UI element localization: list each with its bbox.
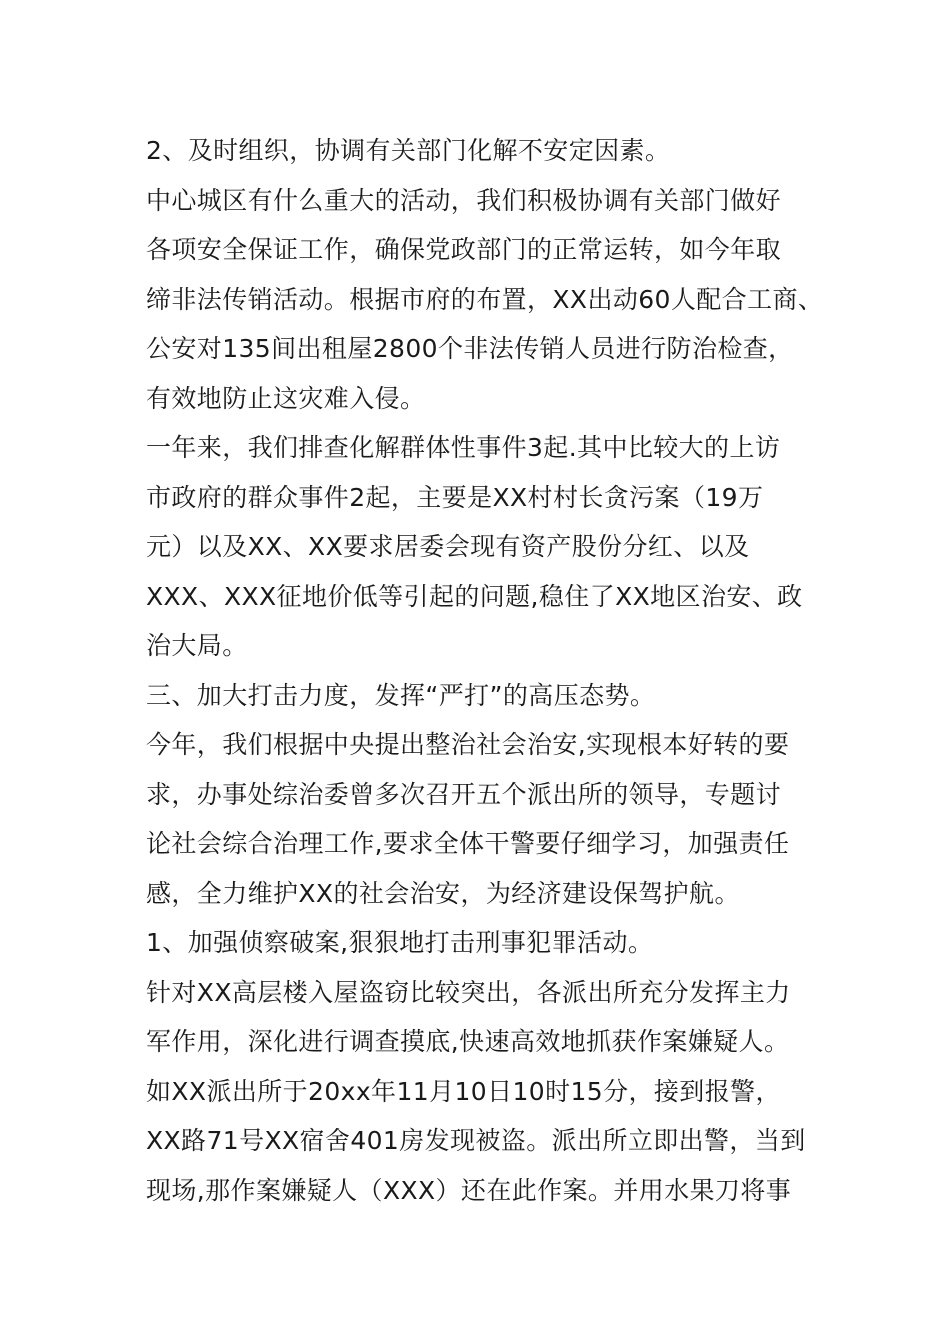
text-line-8: 市政府的群众事件2起，主要是XX村村长贪污案（19万 <box>146 482 764 512</box>
text-line-20: 如XX派出所于20xx年11月10日10时15分，接到报警， <box>146 1076 781 1106</box>
document-body <box>146 126 826 1215</box>
text-line-15: 论社会综合治理工作,要求全体干警要仔细学习，加强责任 <box>146 829 790 858</box>
text-line-7: 一年来，我们排查化解群体性事件3起.其中比较大的上访 <box>146 433 781 462</box>
text-line-10: XXX、XXX征地价低等引起的问题,稳住了XX地区治安、政 <box>146 581 803 611</box>
text-line-3: 各项安全保证工作，确保党政部门的正常运转，如今年取 <box>146 235 782 264</box>
text-line-2: 中心城区有什么重大的活动，我们积极协调有关部门做好 <box>146 185 782 215</box>
text-line-5: 公安对135间出租屋2800个非法传销人员进行防治检查， <box>146 334 794 363</box>
text-line-16: 感，全力维护XX的社会治安，为经济建设保驾护航。 <box>146 878 740 908</box>
text-line-12: 三、加大打击力度，发挥“严打”的高压态势。 <box>146 680 656 710</box>
text-line-19: 军作用，深化进行调查摸底,快速高效地抓获作案嫌疑人。 <box>146 1027 790 1056</box>
text-line-11: 治大局。 <box>146 631 248 660</box>
text-line-9: 元）以及XX、XX要求居委会现有资产股份分红、以及 <box>146 532 750 561</box>
text-line-6: 有效地防止这灾难入侵。 <box>146 383 426 413</box>
text-line-21: XX路71号XX宿舍401房发现被盗。派出所立即出警，当到 <box>146 1126 806 1155</box>
text-line-13: 今年，我们根据中央提出整治社会治安,实现根本好转的要 <box>146 730 790 759</box>
text-line-14: 求，办事处综治委曾多次召开五个派出所的领导，专题讨 <box>146 779 782 809</box>
text-line-22: 现场,那作案嫌疑人（XXX）还在此作案。并用水果刀将事 <box>146 1175 792 1205</box>
text-line-4: 缔非法传销活动。根据市府的布置，XX出动60人配合工商、 <box>146 284 824 314</box>
text-line-18: 针对XX高层楼入屋盗窃比较突出，各派出所充分发挥主力 <box>146 977 791 1007</box>
text-line-17: 1、加强侦察破案,狠狠地打击刑事犯罪活动。 <box>146 928 654 957</box>
text-line-1: 2、及时组织，协调有关部门化解不安定因素。 <box>146 136 671 165</box>
